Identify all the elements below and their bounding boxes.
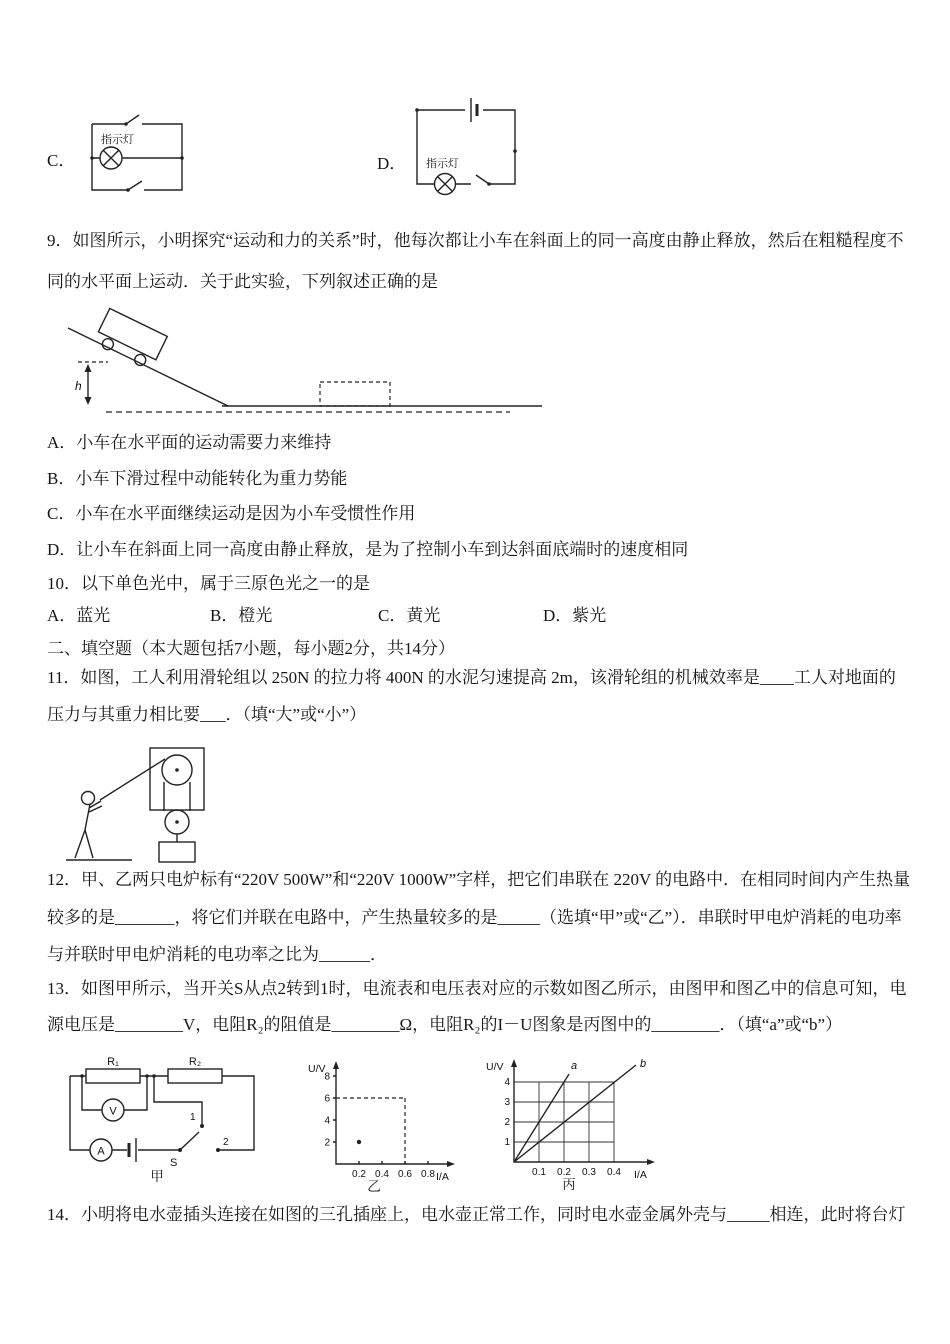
xtick: 0.2 [557,1167,571,1178]
lamp-icon [435,174,456,195]
contact-1-label: 1 [190,1112,196,1123]
ytick: 8 [324,1071,330,1083]
x-axis-label: I/A [634,1169,647,1181]
switch-icon [476,175,491,186]
q10-option-c: C．黄光 [378,606,441,625]
caption-yi: 乙 [367,1179,381,1194]
battery-icon [471,98,477,122]
q13-circuit-jia-figure [56,1056,268,1184]
ghost-cart-outline [320,382,390,406]
xtick: 0.8 [421,1169,435,1180]
r2-label: R₂ [188,1056,202,1068]
lamp-label: 指示灯 [101,134,134,146]
xtick: 0.1 [532,1167,546,1178]
xtick: 0.4 [375,1169,389,1180]
line-a [514,1074,569,1162]
question-9-text: 9．如图所示，小明探究“运动和力的关系”时，他每次都让小车在斜面上的同一高度由静止释放，然后在粗糙程度不同的水平面上运动．关于此实验，下列叙述正确的是 [47,231,904,291]
q10-option-a: A．蓝光 [47,606,111,625]
rope-free-end [100,759,165,800]
question-13-text: 13．如图甲所示，当开关S从点2转到1时，电流表和电压表对应的示数如图乙所示，由图甲和图乙中的信息可知，电源电压是________V，电阻R₂的阻值是________Ω，电阻R₂的I－U图象是丙图中的________．（填“a”或“b”） [47,979,907,1034]
switch-icon [124,115,139,126]
ytick: 1 [504,1137,510,1148]
r1-label: R₁ [107,1056,119,1068]
contact-2-label: 2 [223,1137,229,1148]
lamp-icon [100,147,122,169]
pulley-frame [150,748,204,810]
height-label: h [75,379,82,393]
ytick: 6 [324,1093,330,1105]
incline-cart-figure [50,312,550,420]
pulley-worker-figure [62,742,212,864]
voltmeter-label: V [109,1105,117,1118]
ytick: 2 [504,1117,510,1128]
line-a-label: a [571,1060,578,1072]
x-axis-label: I/A [436,1171,449,1183]
selector-switch-icon [152,1074,229,1169]
ytick: 4 [504,1077,510,1088]
option-d: D．让小车在斜面上同一高度由静止释放，是为了控制小车到达斜面底端时的速度相同 [47,539,689,559]
q10-option-d: D．紫光 [543,606,607,625]
question-11-text: 11．如图，工人利用滑轮组以 250N 的拉力将 400N 的水泥匀速提高 2m，该滑轮组的机械效率是____工人对地面的压力与其重力相比要___．（填“大”或“小”） [47,668,896,724]
xtick: 0.4 [607,1167,621,1178]
reading-guide-lines [336,1098,405,1164]
circuit-d-figure [407,96,525,200]
option-a: A．小车在水平面的运动需要力来维持 [47,433,332,452]
xtick: 0.3 [582,1167,596,1178]
fixed-pulley-icon [162,755,192,785]
option-c: C．小车在水平面继续运动是因为小车受惯性作用 [47,504,416,523]
option-d-label: D． [377,154,407,173]
switch-label: S [170,1157,178,1169]
q13-graph-bing-figure [484,1056,662,1190]
question-14-text: 14．小明将电水壶插头连接在如图的三孔插座上，电水壶正常工作，同时电水壶金属外壳与_____相连，此时将台灯 [47,1205,906,1224]
load-block [159,842,195,862]
q13-graph-yi-figure [302,1058,460,1192]
question-9-options [47,425,917,567]
switch-icon [126,181,142,192]
question-12-text: 12．甲、乙两只电炉标有“220V 500W”和“220V 1000W”字样，把它们串联在 220V 的电路中．在相同时间内产生热量较多的是_______，将它们并联在电路中，产生热量较多的是_____（选填“甲”或“乙”）．串联时甲电炉消耗的电功率与并联时甲电炉消耗的电功率之比为______． [47,870,911,964]
ytick: 3 [504,1097,510,1108]
lamp-label: 指示灯 [426,158,459,170]
ytick: 4 [324,1115,330,1127]
section-2-title: 二、填空题（本大题包括7小题，每小题2分，共14分） [47,639,455,658]
rope-strands [164,782,190,811]
resistor-r1 [86,1069,140,1083]
axes [514,1066,652,1162]
question-10-text: 10．以下单色光中，属于三原色光之一的是 [47,574,370,593]
resistor-r2 [168,1069,222,1083]
data-point [357,1140,361,1144]
height-arrow-icon [85,364,92,405]
caption-jia: 甲 [150,1169,164,1184]
option-c-label: C． [47,151,76,170]
ammeter-icon [90,1139,112,1161]
cart-icon [93,308,167,371]
voltmeter-icon [80,1074,149,1121]
y-axis-label: U/V [308,1063,326,1075]
ytick: 2 [324,1137,330,1149]
line-b-label: b [640,1058,647,1070]
y-axis-label: U/V [486,1061,504,1073]
axes [336,1068,452,1164]
worker-icon [75,792,102,859]
q10-option-b: B．橙光 [210,606,273,625]
option-b: B．小车下滑过程中动能转化为重力势能 [47,468,348,488]
battery-icon [129,1138,136,1162]
ammeter-label: A [97,1145,105,1158]
xtick: 0.2 [352,1169,366,1180]
line-b [514,1065,636,1162]
xtick: 0.6 [398,1169,412,1180]
movable-pulley-icon [165,810,189,834]
circuit-c-figure [84,110,190,198]
caption-bing: 丙 [562,1177,576,1192]
